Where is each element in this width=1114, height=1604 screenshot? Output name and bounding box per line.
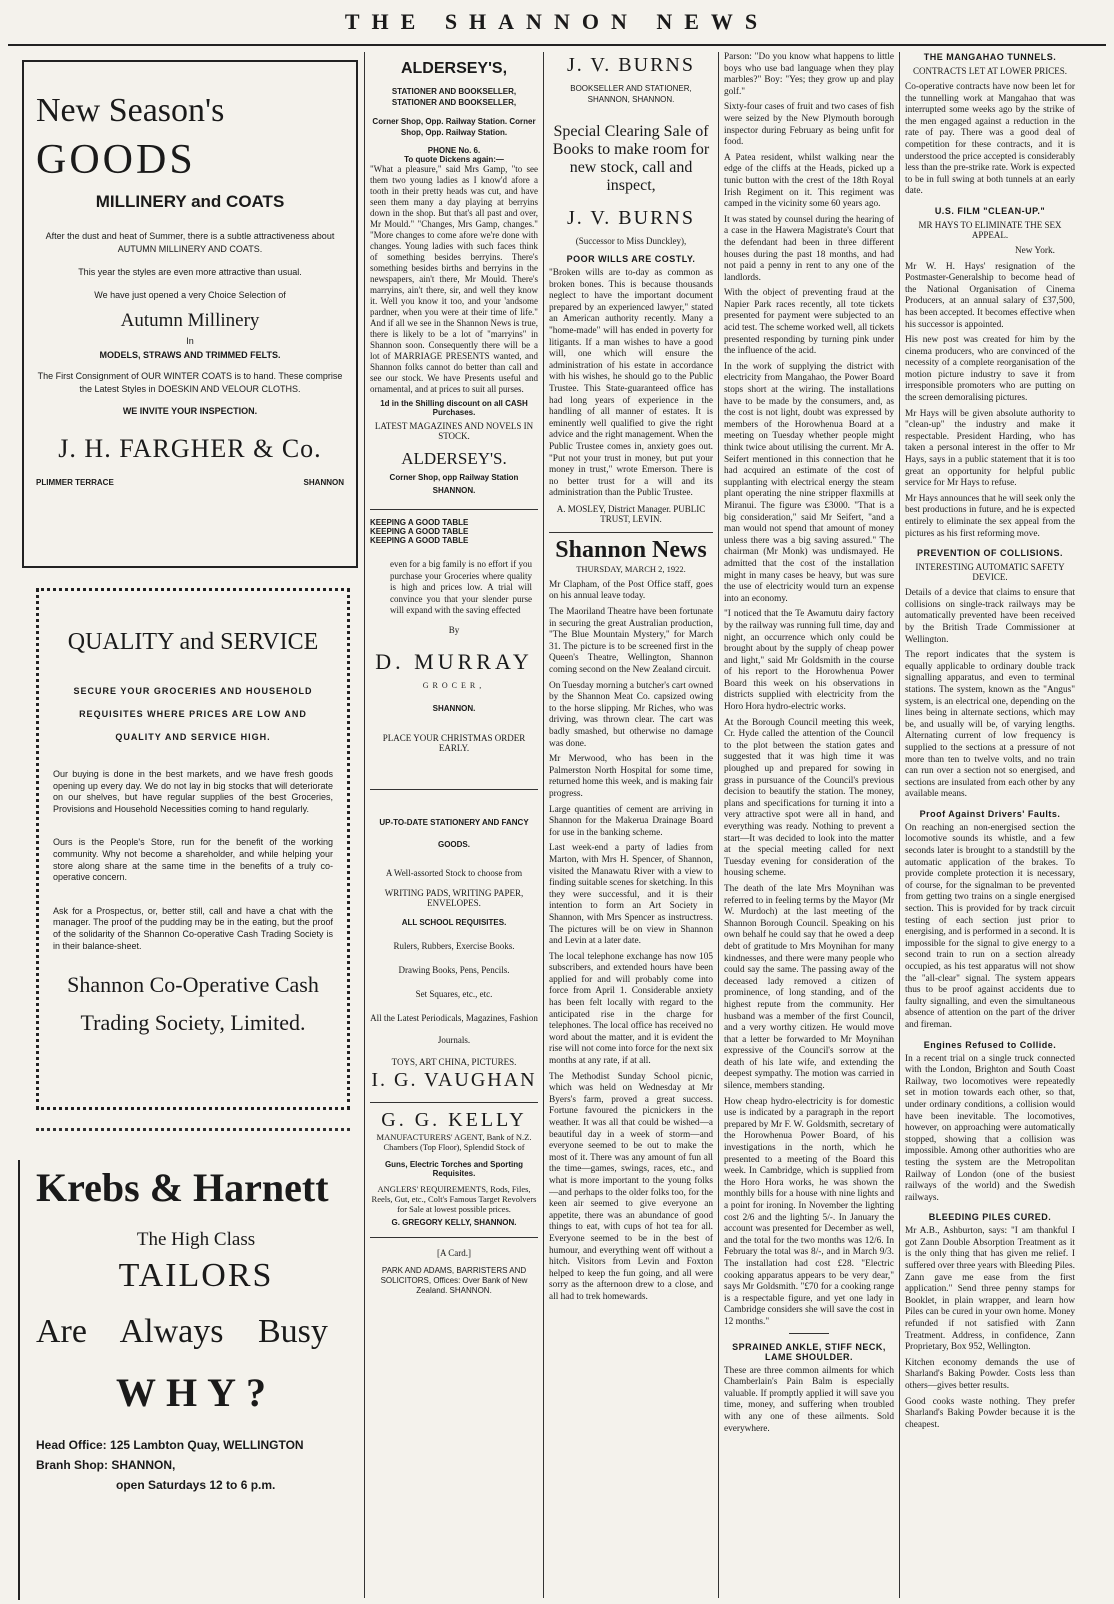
ad-coop-name: Shannon Co-Operative Cash Trading Society, Limited.: [67, 972, 319, 1036]
col5-dateline: New York.: [1014, 245, 1055, 256]
park-adams-ad: [370, 1237, 538, 1296]
news-merwood: Mr Merwood, who has been in the Palmerston North Hospital for some time, returned home this week, and is making fair progress.: [549, 754, 713, 799]
park-adams-body: PARK AND ADAMS, BARRISTERS AND SOLICITORS, Offices: Over Bank of New Zealand. SHANNON.: [380, 1265, 528, 1295]
col5-tunnels-sub: CONTRACTS LET AT LOWER PRICES.: [913, 66, 1067, 76]
aldersey-address: Corner Shop, Opp. Railway Station. Corner Shop, Opp. Railway Station.: [372, 117, 536, 137]
murray-head-2: KEEPING A GOOD TABLE: [370, 527, 469, 536]
ad-krebs-title: Krebs & Harnett: [36, 1165, 329, 1210]
shannon-news-title: Shannon News: [549, 532, 713, 564]
ad-krebs-high: The High Class: [136, 1229, 256, 1250]
ad-fargher-autumn: Autumn Millinery: [120, 310, 260, 331]
col4-fruit: Sixty-four cases of fruit and two cases of fish were seized by the New Plymouth borough inspector during February as being unfit for food.: [724, 102, 894, 148]
col4-moynihan: The death of the late Mrs Moynihan was referred to in feeling terms by the Mayor (Mr W. Murdoch) at the last meeting of the Shannon Borough Council. Speaking on his own behalf he could say that he owed a deep debt of gratitude to Mrs Moynihan for many kindnesses, and there were many people who could say the same. The passing away of the deceased lady removed a citizen of prominence, of long standing, and of the highest repute from the community. Her husband was a member of the first Council, and a very worthy citizen. He would move that a letter be forwarded to Mr Moynihan expressive of the Council's sorrow at the death of his late wife, and extending the deepest sympathy. The motion was carried in silence, members standing.: [724, 883, 894, 1092]
ad-fargher: [22, 60, 358, 568]
news-cart: On Tuesday morning a butcher's cart owned by the Shannon Meat Co. capsized owing to the horse slipping. Mr Riches, who was driving, was thrown clear. The cart was badly smashed, but otherwise no damage was done.: [549, 680, 713, 749]
col4-napier: With the object of preventing fraud at the Napier Park races recently, all tote tickets presented for payment were subjected to an acid test. The scheme worked well, all tickets presented responding by turning pink under the influence of the acid.: [724, 288, 894, 357]
col5-sharland-2: Good cooks waste nothing. They prefer Sharland's Baking Powder because it is the cheapest.: [905, 1396, 1075, 1430]
news-clapham: Mr Clapham, of the Post Office staff, goes on his annual leave today.: [549, 579, 713, 602]
murray-name: D. MURRAY: [375, 648, 533, 674]
issue-date: THURSDAY, MARCH 2, 1922.: [576, 563, 686, 574]
col5-collisions-1: Details of a device that claims to ensure that collisions on single-track railways may be automatically prevented have been received by the British Trade Commissioner at Wellington.: [905, 588, 1075, 645]
aldersey-trade: STATIONER AND BOOKSELLER, STATIONER AND BOOKSELLER,: [391, 87, 517, 107]
col4-divider: [789, 1333, 829, 1334]
ad-coop-p1: Our buying is done in the best markets, and we have fresh goods opening up every day. We do not lay in big stocks that will deteriorate on our shelves, but have regular supplies of the best Groceries, Provisions and Household Necessities coming to hand regularly.: [53, 769, 333, 814]
col5-hays-1: Mr W. H. Hays' resignation of the Postmaster-Generalship to become head of the National Organisation of Cinema Producers, at an annual salary of £37,500, has been accepted. It becomes effective when his successor is appointed.: [905, 261, 1075, 330]
murray-head-1: KEEPING A GOOD TABLE: [370, 518, 469, 527]
ad-cooperative: [36, 588, 350, 1110]
murray-by: By: [448, 624, 460, 635]
column-3: [549, 52, 713, 1598]
vaughan-name: I. G. VAUGHAN: [371, 1068, 537, 1091]
masthead-rule: [8, 44, 1106, 46]
ad-krebs-busy: Are Always Busy: [36, 1313, 328, 1350]
news-cement: Large quantities of cement are arriving in Shannon for the Makerua Drainage Board for use in the banking scheme.: [549, 804, 713, 838]
burns-trade: BOOKSELLER AND STATIONER, SHANNON, SHANNON.: [570, 84, 692, 104]
kelly-sign: G. GREGORY KELLY, SHANNON.: [391, 1217, 517, 1227]
wills-heading: POOR WILLS ARE COSTLY.: [566, 254, 696, 264]
aldersey-body: "What a pleasure," said Mrs Gamp, "to see them two young ladies as I know'd afore a tooth in their pretty heads was cut, and have seen them many a day playing at berryins down in the shop. But that's all past and over, Mr Mould." "Changes, Mrs Gamp, changes." "More changes to come afore we're done with changes. Young ladies with such faces think of something besides berryins. There's something besides births and berryins in the newspapers, ain't there, Mr Mould. There's marryins, ain't there, sir, and well they know it. Well you know it too, and your 'andsome pardner, when you were at their time of life." And if all we see in the Shannon News is true, there is likely to be a lot of "marryins" in Shannon soon. Consequently there will be a lot of MARRIAGE PRESENTS wanted, and Shannon folks cannot do better than call and see our stock. We have Presents useful and ornamental, and at prices to suit all purses.: [370, 164, 538, 394]
ad-fargher-p4: The First Consignment of OUR WINTER COATS is to hand. These comprise the Latest Styles in DOESKIN AND VELOUR CLOTHS.: [37, 371, 343, 394]
col4-electricity: In the work of supplying the district with electricity from Mangahao, the Power Board stops short at the wiring. The installations have to be made by the consumers, and, as the cost is not light, doubt was expressed by members of the Horowhenua Board at a meeting on Tuesday whether people might think twice about utilising the current. Mr A. Seifert mentioned in this connection that he had acquired an estimate of the cost of supplanting with electrical energy the steam plant operating the nine stripper flaxmills at Miranui. The figure was £3000. "That is a big consideration," said Mr Seifert, "and a man would not spend that amount of money unless there was a big saving assured." The chairman (Mr Monk) was undismayed. He admitted that the cost of the installation might in many cases be heavy, but was sure the use of electricity would turn an expense into an economy.: [724, 361, 894, 604]
ad-fargher-line1: New Season's: [36, 92, 225, 129]
ad-fargher-invite: WE INVITE YOUR INSPECTION.: [122, 406, 258, 416]
col5-engines-heading: Engines Refused to Collide.: [923, 1039, 1057, 1050]
ad-krebs-head-office: Head Office: 125 Lambton Quay, WELLINGTON: [36, 1438, 304, 1452]
col5-engines-body: In a recent trial on a single truck connected with the London, Brighton and South Coast Railway, two locomotives were repeatedly set in motion towards each other, so that, under ordinary conditions, a collision would have been inevitable. The locomotives, however, on approaching were automatically stopped, showing that a collision was impossible. Among other authorities who are testing the system are the Metropolitan Railway of London (one of the busiest railways of the world) and the Swedish railways.: [905, 1053, 1075, 1203]
col5-tunnels-heading: THE MANGAHAO TUNNELS.: [923, 52, 1057, 62]
vaughan-stock: A Well-assorted Stock to choose from: [385, 867, 523, 878]
ad-coop-title: QUALITY and SERVICE: [67, 629, 319, 655]
col4-parson: Parson: "Do you know what happens to little boys who use bad language when they play marbles?" Boy: "Yes; they grow up and play golf.": [724, 52, 894, 97]
ad-coop-p3: Ask for a Prospectus, or, better still, call and have a chat with the manager. The proof of the pudding may be in the eating, but the proof of the solidarity of the Shannon Co-operative Cash Trading Society is in their balance-sheet.: [53, 905, 333, 951]
ad-krebs-why: WHY?: [116, 1370, 276, 1415]
aldersey-corner: Corner Shop, opp Railway Station: [389, 473, 519, 482]
kelly-anglers: ANGLERS' REQUIREMENTS, Rods, Files, Reels, Gut, etc., Colt's Famous Target Revolvers for Sale at lowest possible prices.: [371, 1183, 537, 1214]
murray-grocer: GROCER,: [422, 680, 486, 690]
col4-painbalm: These are three common ailments for which Chamberlain's Pain Balm is especially valuable. If promptly applied it will save you time, money, and suffering when troubled with any one of these ailments. Sold everywhere.: [724, 1365, 894, 1434]
ad-coop-p2: Ours is the People's Store, run for the benefit of the working community. Why not become a shareholder, and while helping your store along share at the same time in the benefits of a truly co-operative concern.: [53, 837, 333, 883]
ad-fargher-town: SHANNON: [303, 478, 344, 487]
murray-town: SHANNON.: [432, 703, 476, 713]
col5-piles-body: Mr A.B., Ashburton, says: "I am thankful I got Zann Double Absorption Treatment as it is the only thing that has given me relief. I suffered over three years with Bleeding Piles. Zann gave me ease from the first application." Send three penny stamps for Booklet, in plain wrapper, and learn how Piles can be cured in your own home. Money refunded if not satisfied with Zann Treatment. Address, in confidence, Zann Proprietary, Box 952, Wellington.: [905, 1226, 1075, 1353]
aldersey-title: ALDERSEY'S,: [400, 60, 508, 77]
aldersey-town: SHANNON.: [432, 486, 476, 495]
news-telephone: The local telephone exchange has now 105 subscribers, and extended hours have been applied for and will probably come into force from April 1. Considerable anxiety has been felt locally with regard to the anticipated rise in the charge for telephones. The local office has received no word about the matter, and it is evident the rise will not come into force for the next six months at any rate, if at all.: [549, 951, 713, 1067]
column-rule-1: [364, 52, 365, 1598]
col5-film-sub: MR HAYS TO ELIMINATE THE SEX APPEAL.: [918, 219, 1062, 240]
ad-krebs-branch: Branh Shop: SHANNON,: [36, 1458, 176, 1472]
ad-krebs: [18, 1160, 356, 1600]
kelly-ad: [370, 1102, 538, 1227]
aldersey-phone: PHONE No. 6.: [427, 146, 481, 155]
col5-collisions-sub: INTERESTING AUTOMATIC SAFETY DEVICE.: [915, 562, 1065, 583]
ad-fargher-millinery: MILLINERY and COATS: [95, 192, 285, 211]
col4-hawera: It was stated by counsel during the hearing of a case in the Hawera Magistrate's Court that the defendant had been in three different houses during the past 18 months, and had not paid a penny in rent to any one of the landlords.: [724, 214, 894, 283]
ad-krebs-hours: open Saturdays 12 to 6 p.m.: [116, 1478, 276, 1492]
wills-sign: A. MOSLEY, District Manager. PUBLIC TRUST, LEVIN.: [556, 503, 706, 524]
ad-fargher-p3: We have just opened a very Choice Selection of: [94, 290, 286, 300]
col5-tunnels-body: Co-operative contracts have now been let for the tunnelling work at Mangahao that was interrupted some weeks ago by the strike of the men engaged against a reduction in the rate of pay. There was a good deal of competition for these contracts, and it is understood the price accepted is considerably less than the pre-strike rate. Work is expected to be in full swing at both tunnels at an early date.: [905, 82, 1075, 197]
kelly-agent: MANUFACTURERS' AGENT, Bank of N.Z. Chambers (Top Floor), Splendid Stock of: [376, 1131, 532, 1152]
dotted-divider: [36, 1128, 350, 1137]
column-5: [905, 52, 1075, 1598]
vaughan-periodicals: All the Latest Periodicals, Magazines, Fashion Journals.: [370, 1012, 538, 1045]
column-4: [724, 52, 894, 1598]
col5-piles-heading: BLEEDING PILES CURED.: [928, 1212, 1052, 1223]
ad-fargher-address: [36, 478, 344, 487]
kelly-guns: Guns, Electric Torches and Sporting Requisites.: [384, 1159, 524, 1178]
vaughan-rulers: Rulers, Rubbers, Exercise Books.: [393, 940, 515, 951]
ad-fargher-street: PLIMMER TERRACE: [36, 478, 114, 487]
murray-christmas: PLACE YOUR CHRISTMAS ORDER EARLY.: [382, 732, 526, 753]
aldersey-quote: To quote Dickens again:—: [404, 155, 504, 164]
ad-fargher-p1: After the dust and heat of Summer, there is a subtle attractiveness about AUTUMN MILLINERY AND COATS.: [45, 231, 335, 254]
news-picnic: The Methodist Sunday School picnic, which was held on Wednesday at Mr Byers's farm, proved a great success. Fortune favoured the picnickers in the weather. It was all that could be wished—a beautiful day in a week of storm—and everyone seemed to be out to make the most of it. There was any amount of fun all the time—games, swings, races, etc., and what is more important to the young folks—and perhaps to the older folks too, for the keen air seemed to give everyone an appetite, there was an abundance of good things to eat, with cups of hot tea for all. Everyone seemed to be in the best of humour, and everything went off without a hitch. Visitors from Levin and Foxton helped to keep the fun going, and all were sorry as the afternoon drew to a close, and all had to trek homewards.: [549, 1071, 713, 1302]
burns-sale: Special Clearing Sale of Books to make room for new stock, call and inspect,: [552, 123, 710, 194]
news-theatre: The Maoriland Theatre have been fortunate in securing the great Australian production, "The Blue Mountain Mystery," for March 31. The picture is to be screened first in the Queen's Theatre, Wellington, Shannon coming second on the New Zealand circuit.: [549, 607, 713, 676]
vaughan-ad: [370, 789, 538, 1092]
ad-fargher-p2: This year the styles are even more attractive than usual.: [78, 267, 302, 277]
park-adams-card: [A Card.]: [437, 1247, 471, 1258]
vaughan-squares: Set Squares, etc., etc.: [415, 988, 493, 999]
vaughan-toys: TOYS, ART CHINA, PICTURES.: [391, 1056, 517, 1067]
ad-fargher-goods: GOODS: [36, 137, 196, 183]
col5-drivers-heading: Proof Against Drivers' Faults.: [919, 808, 1061, 819]
col5-hays-3: Mr Hays will be given absolute authority to "clean-up" the industry and make it respectable. President Harding, who has taken a personal interest in the offer to Mr Hays, says in a public statement that it is too great an opportunity for helpful public service for Mr Hays to refuse.: [905, 408, 1075, 489]
aldersey-discount: 1d in the Shilling discount on all CASH Purchases.: [380, 399, 528, 417]
col5-collisions-heading: PREVENTION OF COLLISIONS.: [916, 548, 1063, 559]
aldersey-magazines: LATEST MAGAZINES AND NOVELS IN STOCK.: [374, 421, 534, 441]
ad-fargher-models: MODELS, STRAWS AND TRIMMED FELTS.: [99, 350, 281, 360]
wills-body: "Broken wills are to-day as common as broken bones. This is because thousands neglect to have the important document prepared by an experienced lawyer," stated an American authority recently. Many a "home-made" will has ended in poverty for litigants. If a man wishes to have a good will, one which will ensure the administration of his estate in accordance with his wishes, he should go to the Public Trustee. This State-guaranteed office has had long years of experience in the handling of all manner of estates. It is eminently well qualified to give the right advice and the right management. When the Public Trustee comes in, anxiety goes out. "Put not your trust in money, but put your money in trust," wrote Emerson. There is no better trust for a will and its administration than the Public Trustee.: [549, 268, 713, 499]
burns-title: J. V. BURNS: [567, 54, 695, 76]
col4-sprained-heading: SPRAINED ANKLE, STIFF NECK, LAME SHOULDER.: [732, 1341, 886, 1362]
murray-ad: [370, 509, 538, 753]
ad-coop-subtitle: SECURE YOUR GROCERIES AND HOUSEHOLD REQUISITES WHERE PRICES ARE LOW AND QUALITY AND SERVICE HIGH.: [73, 686, 313, 742]
col5-film-heading: U.S. FILM "CLEAN-UP.": [934, 205, 1046, 216]
murray-body: even for a big family is no effort if you purchase your Groceries where quality is high and prices low. A trial will convince you that your slender purse will expand with the saving effected: [390, 559, 532, 616]
column-2: [370, 52, 538, 1598]
aldersey-title-2: ALDERSEY'S.: [401, 449, 507, 468]
vaughan-drawing: Drawing Books, Pens, Pencils.: [398, 964, 510, 975]
kelly-name: G. G. KELLY: [381, 1108, 527, 1131]
news-art: Last week-end a party of ladies from Marton, with Mrs H. Spencer, of Shannon, visited the Manawatu River with a view to finding suitable scenes for sketching. In this they were successful, and it is their intention to form an Art Society in Shannon, with Mrs Spencer as instructress. The pictures will be on view in Shannon and Levin at a later date.: [549, 843, 713, 947]
burns-title-2: J. V. BURNS: [567, 207, 695, 229]
vaughan-pads: WRITING PADS, WRITING PAPER, ENVELOPES.: [384, 887, 524, 908]
column-rule-2: [543, 52, 544, 1598]
ad-fargher-name: J. H. FARGHER & Co.: [58, 434, 322, 463]
column-rule-3: [718, 52, 719, 1598]
col5-drivers-body: On reaching an non-energised section the locomotive sounds its whistle, and a few seconds later is brought to a standstill by the automatic application of the brakes. To provide complete protection it is necessary, of course, for the signalman to be prevented from getting two trains on a single energised section. This is provided for by track circuit testing of each section just prior to energising, and is performed in a second. It is impossible for the signal to give energy to a second train to run on a section already occupied, as his test apparatus will not show the "all-clear" signal. The system appears thus to be proof against accidents due to faulty signalling, and even the simultaneous absence of attention on the part of the driver and fireman.: [905, 822, 1075, 1030]
col4-hydro: How cheap hydro-electricity is for domestic use is indicated by a paragraph in the report prepared by Mr F. W. Goldsmith, secretary of the Horowhenua Power Board, of his investigations in the north, which he presented to a meeting of the Board this week. In Cambridge, which is supplied from the Horo Hora works, he was shown the monthly bills for a house with nine lights and a point for ironing. In November the lighting cost 2/6 and the lighting 5/-. In January the account was presented for December as well, and the total for the two months was 12/6. In February the total was 8/-, and in March 9/3. The installation had cost £28. "Electric cooking apparatus appears to be very dear," says Mr Goldsmith. "£70 for a cooking range is a respectable figure, and yet one lady in Cambridge considers she will save the cost in 12 months.": [724, 1096, 894, 1327]
vaughan-school: ALL SCHOOL REQUISITES.: [401, 917, 507, 927]
column-rule-4: [899, 52, 900, 1598]
col5-hays-2: His new post was created for him by the cinema producers, who are convinced of the necessity of a complete reorganisation of the motion picture industry to save it from irresponsible promoters who are putting on the screen demoralising pictures.: [905, 335, 1075, 404]
burns-successor: (Successor to Miss Dunckley),: [575, 236, 687, 246]
col5-sharland-1: Kitchen economy demands the use of Sharland's Baking Powder. Costs less than others—gives better results.: [905, 1357, 1075, 1391]
ad-krebs-tailors: TAILORS: [118, 1257, 274, 1294]
murray-head-3: KEEPING A GOOD TABLE: [370, 536, 469, 545]
col4-patea: A Patea resident, whilst walking near the edge of the cliffs at the Heads, picked up a tunic button with the crest of the 18th Royal Irish Regiment on it. This regiment was camped in the vicinity some 60 years ago.: [724, 152, 894, 210]
vaughan-title: UP-TO-DATE STATIONERY AND FANCY GOODS.: [379, 817, 529, 849]
masthead: THE SHANNON NEWS: [344, 9, 770, 34]
ad-fargher-in: In: [186, 336, 194, 346]
col5-hays-4: Mr Hays announces that he will seek only the best productions in future, and he is expected entirely to eliminate the sex appeal from the pictures as his first reforming move.: [905, 493, 1075, 539]
col4-teawamutu: "I noticed that the Te Awamutu dairy factory by the railway was running full time, day and night, an occurrence which only could be brought about by the supply of cheap power and light," said Mr Goldsmith in the course of his report to the Horowhenua Power Board this week on his observations in districts supplied with electricity from the Horo Hora hydro-electric works.: [724, 609, 894, 713]
col5-collisions-2: The report indicates that the system is equally applicable to ordinary double track signalling apparatus, and even to terminal stations. The system, known as the "Angus" system, is an electrical one, depending on the lines being in alternate sections, which may be, and usually will be, of varying lengths. Alternating current of low frequency is supplied to the sections at a pressure of not more than ten to twelve volts, and no train can run over a section not so energised, and sections are insulated from each other by any available means.: [905, 650, 1075, 800]
col4-borough: At the Borough Council meeting this week, Cr. Hyde called the attention of the Council to the plot between the station gates and suggested that it was high time it was ploughed up and prepared for sowing in grass in pursuance of the Council's previous decision to beautify the station. The money, plans and specifications for turning it into a very attractive spot were all in hand, and everything was ready. Nothing to prevent a start—It was decided to look into the matter at the special meeting called for next Tuesday evening for consideration of the housing scheme.: [724, 717, 894, 879]
